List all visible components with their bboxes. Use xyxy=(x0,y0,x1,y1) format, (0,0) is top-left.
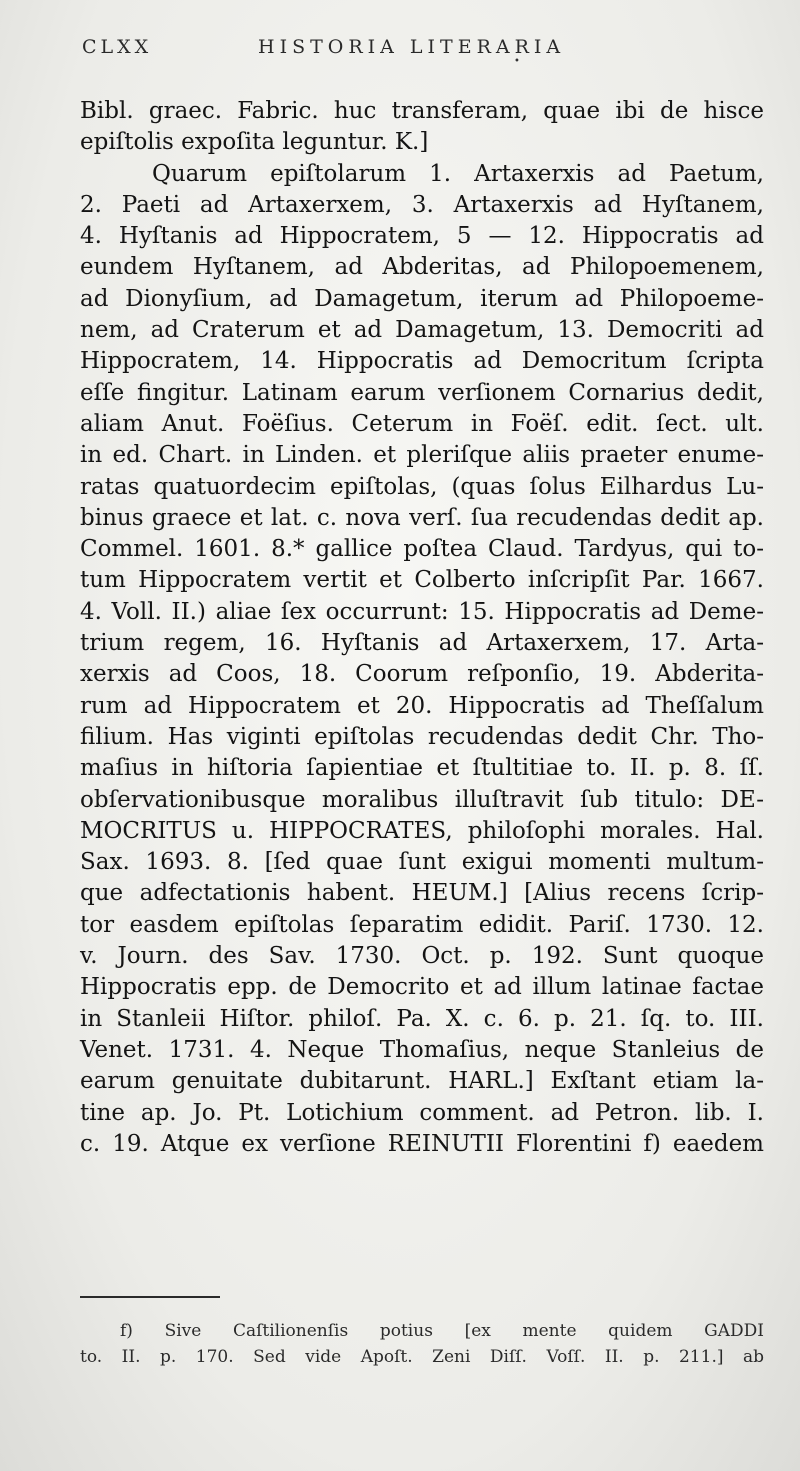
text-line: ad Dionyſium, ad Damagetum, iterum ad Philopoeme- xyxy=(80,285,764,312)
text-line: rum ad Hippocratem et 20. Hippocratis ad Theſſalum xyxy=(80,692,764,719)
text-line: filium. Has viginti epiſtolas recudendas dedit Chr. Tho- xyxy=(80,723,764,750)
text-line: MOCRITUS u. HIPPOCRATES, philoſophi morales. Hal. xyxy=(80,817,764,844)
text-line: eundem Hyſtanem, ad Abderitas, ad Philopoemenem, xyxy=(80,254,764,281)
text-line: trium regem, 16. Hyſtanis ad Artaxerxem, 17. Arta- xyxy=(80,630,764,657)
text-line: que adfectationis habent. HEUM.] [Alius recens ſcrip- xyxy=(80,880,764,907)
running-head xyxy=(82,36,762,66)
text-line: v. Journ. des Sav. 1730. Oct. p. 192. Sunt quoque xyxy=(80,943,764,970)
text-line: nem, ad Craterum et ad Damagetum, 13. Democriti ad xyxy=(80,317,764,344)
text-line: aliam Anut. Foëſius. Ceterum in Foëſ. edit. ſect. ult. xyxy=(80,410,764,437)
footnote-divider xyxy=(80,1296,220,1298)
text-line: 4. Voll. II.) aliae ſex occurrunt: 15. Hippocratis ad Deme- xyxy=(80,598,764,625)
text-line: binus graece et lat. c. nova verſ. ſua recudendas dedit ap. xyxy=(80,504,764,531)
text-line: earum genuitate dubitarunt. HARL.] Exſtant etiam la- xyxy=(80,1068,764,1095)
text-line: tum Hippocratem vertit et Colberto inſcripſit Par. 1667. xyxy=(80,567,764,594)
text-line: obſervationibusque moralibus illuſtravit ſub titulo: DE- xyxy=(80,786,764,813)
text-line: tor easdem epiſtolas ſeparatim edidit. Pariſ. 1730. 12. xyxy=(80,911,764,938)
text-line: 4. Hyſtanis ad Hippocratem, 5 — 12. Hippocratis ad xyxy=(80,223,764,250)
text-line: Bibl. graec. Fabric. huc transferam, quae ibi de hisce xyxy=(80,98,764,124)
text-line: 2. Paeti ad Artaxerxem, 3. Artaxerxis ad Hyſtanem, xyxy=(80,191,764,218)
text-line: maſius in hiſtoria ſapientiae et ſtultitiae to. II. p. 8. ſſ. xyxy=(80,755,764,782)
text-line: ratas quatuordecim epiſtolas, (quas ſolus Eilhardus Lu- xyxy=(80,473,764,500)
text-line: Sax. 1693. 8. [ſed quae ſunt exigui momenti multum- xyxy=(80,849,764,876)
text-line: Quarum epiſtolarum 1. Artaxerxis ad Paetum, xyxy=(152,160,764,187)
text-line: Venet. 1731. 4. Neque Thomaſius, neque Stanleius de xyxy=(80,1036,764,1063)
text-line: Hippocratis epp. de Democrito et ad illum latinae factae xyxy=(80,974,764,1001)
body-text xyxy=(80,96,764,1160)
text-line: epiſtolis expoſita leguntur. K.] xyxy=(80,129,429,156)
page-header-title: HISTORIA LITERARIA xyxy=(258,36,566,58)
footnote-line: f) Sive Caſtilionenſis potius [ex mente quidem GADDI xyxy=(120,1321,764,1341)
text-line: Hippocratem, 14. Hippocratis ad Democritum ſcripta xyxy=(80,348,764,375)
text-line: in Stanleii Hiſtor. philoſ. Pa. X. c. 6. p. 21. ſq. to. III. xyxy=(80,1005,764,1032)
text-line: xerxis ad Coos, 18. Coorum reſponſio, 19. Abderita- xyxy=(80,661,764,688)
text-line: eſſe fingitur. Latinam earum verſionem Cornarius dedit, xyxy=(80,379,764,406)
page-number: CLXX xyxy=(82,36,153,58)
text-line: tine ap. Jo. Pt. Lotichium comment. ad Petron. lib. I. xyxy=(80,1099,764,1126)
header-ornament: • xyxy=(514,56,524,67)
text-line: c. 19. Atque ex verſione REINUTII Florentini f) eaedem xyxy=(80,1130,764,1157)
text-line: in ed. Chart. in Linden. et pleriſque aliis praeter enume- xyxy=(80,442,764,469)
footnote-line: to. II. p. 170. Sed vide Apoſt. Zeni Diſſ. Voſſ. II. p. 211.] ab xyxy=(80,1347,764,1367)
text-line: Commel. 1601. 8.* gallice poſtea Claud. Tardyus, qui to- xyxy=(80,536,764,563)
footnote xyxy=(80,1318,764,1370)
